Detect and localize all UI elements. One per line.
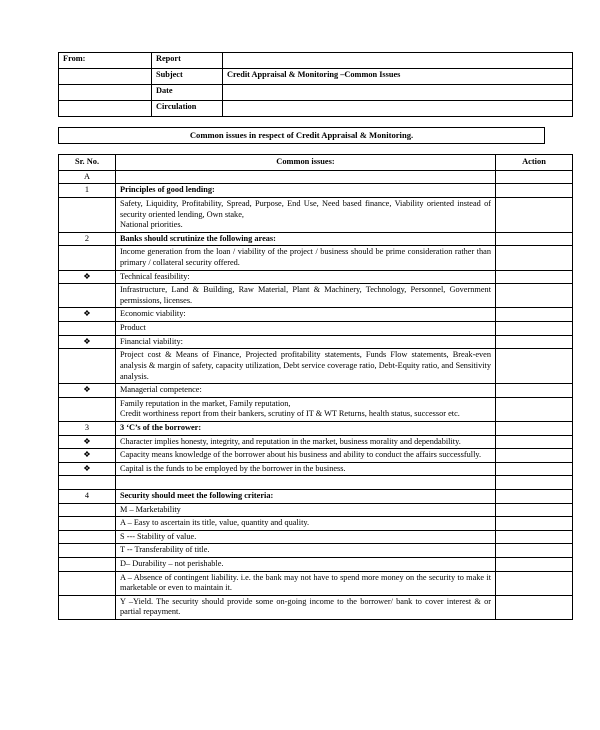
row-sr-no (59, 197, 116, 232)
table-row (59, 246, 573, 270)
row-sr-no (59, 284, 116, 308)
date-value (223, 85, 573, 101)
table-row (59, 322, 573, 336)
row-sr-no: 3 (59, 421, 116, 435)
row-action-cell (496, 170, 573, 184)
row-issue-text: 3 ‘C’s of the borrower: (116, 421, 496, 435)
row-sr-no (59, 246, 116, 270)
table-row (59, 270, 573, 284)
bullet-marker-icon: ❖ (59, 435, 116, 449)
bullet-marker-icon: ❖ (59, 384, 116, 398)
bullet-marker-icon: ❖ (59, 462, 116, 476)
row-issue-text (116, 170, 496, 184)
report-label: Report (152, 53, 223, 69)
bullet-marker-icon: ❖ (59, 308, 116, 322)
table-row (59, 530, 573, 544)
row-action-cell (496, 571, 573, 595)
date-label: Date (152, 85, 223, 101)
bullet-marker-icon: ❖ (59, 270, 116, 284)
row-issue-text: Project cost & Means of Finance, Projected profitability statements, Funds Flow statements, Break-even analysis & margin of safety, capacity utilization, Debt service coverage ratio, Debt-Equity ratio, and Sensitivity analysis. (116, 349, 496, 384)
row-sr-no (59, 322, 116, 336)
table-row (59, 462, 573, 476)
row-action-cell (496, 349, 573, 384)
blank-cell (59, 85, 152, 101)
table-row (59, 517, 573, 531)
table-row (59, 571, 573, 595)
title-bar-body (59, 128, 545, 144)
table-row (59, 335, 573, 349)
table-row (59, 349, 573, 384)
row-sr-no (59, 595, 116, 619)
row-issue-text (116, 476, 496, 490)
row-issue-text: S --- Stability of value. (116, 530, 496, 544)
subject-value: Credit Appraisal & Monitoring –Common Issues (223, 69, 573, 85)
table-row (59, 170, 573, 184)
row-action-cell (496, 558, 573, 572)
from-value (59, 69, 152, 85)
bullet-marker-icon: ❖ (59, 335, 116, 349)
row-action-cell (496, 530, 573, 544)
table-row (59, 476, 573, 490)
table-row (59, 489, 573, 503)
row-issue-text: Family reputation in the market, Family reputation, Credit worthiness report from their bankers, scrutiny of IT & WT Returns, health status, successor etc. (116, 397, 496, 421)
subject-label: Subject (152, 69, 223, 85)
issues-table-head (59, 155, 573, 171)
row-action-cell (496, 449, 573, 463)
row-issue-text: Safety, Liquidity, Profitability, Spread, Purpose, End Use, Need based finance, Viability oriented instead of security oriented lending, Own stake, National priorities. (116, 197, 496, 232)
row-action-cell (496, 197, 573, 232)
row-issue-text: Banks should scrutinize the following areas: (116, 232, 496, 246)
row-issue-text: Principles of good lending: (116, 184, 496, 198)
row-action-cell (496, 270, 573, 284)
row-sr-no: 1 (59, 184, 116, 198)
row-issue-text: A – Easy to ascertain its title, value, quantity and quality. (116, 517, 496, 531)
table-row (59, 558, 573, 572)
row-issue-text: Technical feasibility: (116, 270, 496, 284)
row-sr-no (59, 397, 116, 421)
row-issue-text: Income generation from the loan / viability of the project / business should be prime consideration rather than primary / collateral security offered. (116, 246, 496, 270)
row-issue-text: Capital is the funds to be employed by the borrower in the business. (116, 462, 496, 476)
row-action-cell (496, 232, 573, 246)
row-sr-no (59, 558, 116, 572)
table-row (59, 284, 573, 308)
table-row (59, 101, 573, 117)
spacer (58, 144, 545, 154)
row-sr-no (59, 530, 116, 544)
row-action-cell (496, 421, 573, 435)
bullet-marker-icon: ❖ (59, 449, 116, 463)
row-action-cell (496, 384, 573, 398)
column-header-action: Action (496, 155, 573, 171)
row-action-cell (496, 595, 573, 619)
table-row (59, 184, 573, 198)
table-row (59, 197, 573, 232)
table-row (59, 384, 573, 398)
row-action-cell (496, 503, 573, 517)
table-row (59, 308, 573, 322)
row-action-cell (496, 397, 573, 421)
row-issue-text: M – Marketability (116, 503, 496, 517)
row-issue-text: A – Absence of contingent liability. i.e. the bank may not have to spend more money on the security to make it marketable or even to maintain it. (116, 571, 496, 595)
header-table-body (59, 53, 573, 117)
table-row (59, 595, 573, 619)
row-sr-no (59, 503, 116, 517)
table-row (59, 421, 573, 435)
row-action-cell (496, 184, 573, 198)
row-action-cell (496, 246, 573, 270)
row-issue-text: Managerial competence: (116, 384, 496, 398)
table-row (59, 435, 573, 449)
table-row (59, 85, 573, 101)
issues-table (58, 154, 573, 620)
row-issue-text: Character implies honesty, integrity, and reputation in the market, business morality and dependability. (116, 435, 496, 449)
row-action-cell (496, 462, 573, 476)
row-issue-text: Product (116, 322, 496, 336)
row-action-cell (496, 435, 573, 449)
title-bar (58, 127, 545, 144)
from-label: From: (59, 53, 152, 69)
row-issue-text: D– Durability – not perishable. (116, 558, 496, 572)
table-row (59, 232, 573, 246)
row-sr-no: A (59, 170, 116, 184)
row-sr-no (59, 571, 116, 595)
table-row (59, 449, 573, 463)
table-header-row (59, 155, 573, 171)
row-issue-text: Security should meet the following criteria: (116, 489, 496, 503)
table-row (59, 503, 573, 517)
row-action-cell (496, 544, 573, 558)
table-row (59, 128, 545, 144)
row-issue-text: Y –Yield. The security should provide some on-going income to the borrower/ bank to cover interest & or partial repayment. (116, 595, 496, 619)
circulation-label: Circulation (152, 101, 223, 117)
row-issue-text: Economic viability: (116, 308, 496, 322)
report-value (223, 53, 573, 69)
row-action-cell (496, 476, 573, 490)
blank-cell (59, 101, 152, 117)
row-issue-text: Financial viability: (116, 335, 496, 349)
row-sr-no (59, 517, 116, 531)
table-row (59, 53, 573, 69)
row-action-cell (496, 284, 573, 308)
page-title: Common issues in respect of Credit Appraisal & Monitoring. (59, 128, 545, 144)
row-issue-text: T -- Transferability of title. (116, 544, 496, 558)
row-action-cell (496, 308, 573, 322)
table-row (59, 544, 573, 558)
spacer (58, 117, 545, 127)
row-sr-no (59, 544, 116, 558)
row-sr-no (59, 476, 116, 490)
header-table (58, 52, 573, 117)
row-sr-no: 2 (59, 232, 116, 246)
column-header-common-issues: Common issues: (116, 155, 496, 171)
circulation-value (223, 101, 573, 117)
row-sr-no (59, 349, 116, 384)
row-action-cell (496, 335, 573, 349)
table-row (59, 397, 573, 421)
issues-table-body (59, 170, 573, 619)
row-sr-no: 4 (59, 489, 116, 503)
row-action-cell (496, 322, 573, 336)
row-issue-text: Infrastructure, Land & Building, Raw Material, Plant & Machinery, Technology, Personnel, Government permissions, licenses. (116, 284, 496, 308)
table-row (59, 69, 573, 85)
row-action-cell (496, 517, 573, 531)
column-header-sr-no: Sr. No. (59, 155, 116, 171)
row-action-cell (496, 489, 573, 503)
row-issue-text: Capacity means knowledge of the borrower about his business and ability to conduct the affairs successfully. (116, 449, 496, 463)
